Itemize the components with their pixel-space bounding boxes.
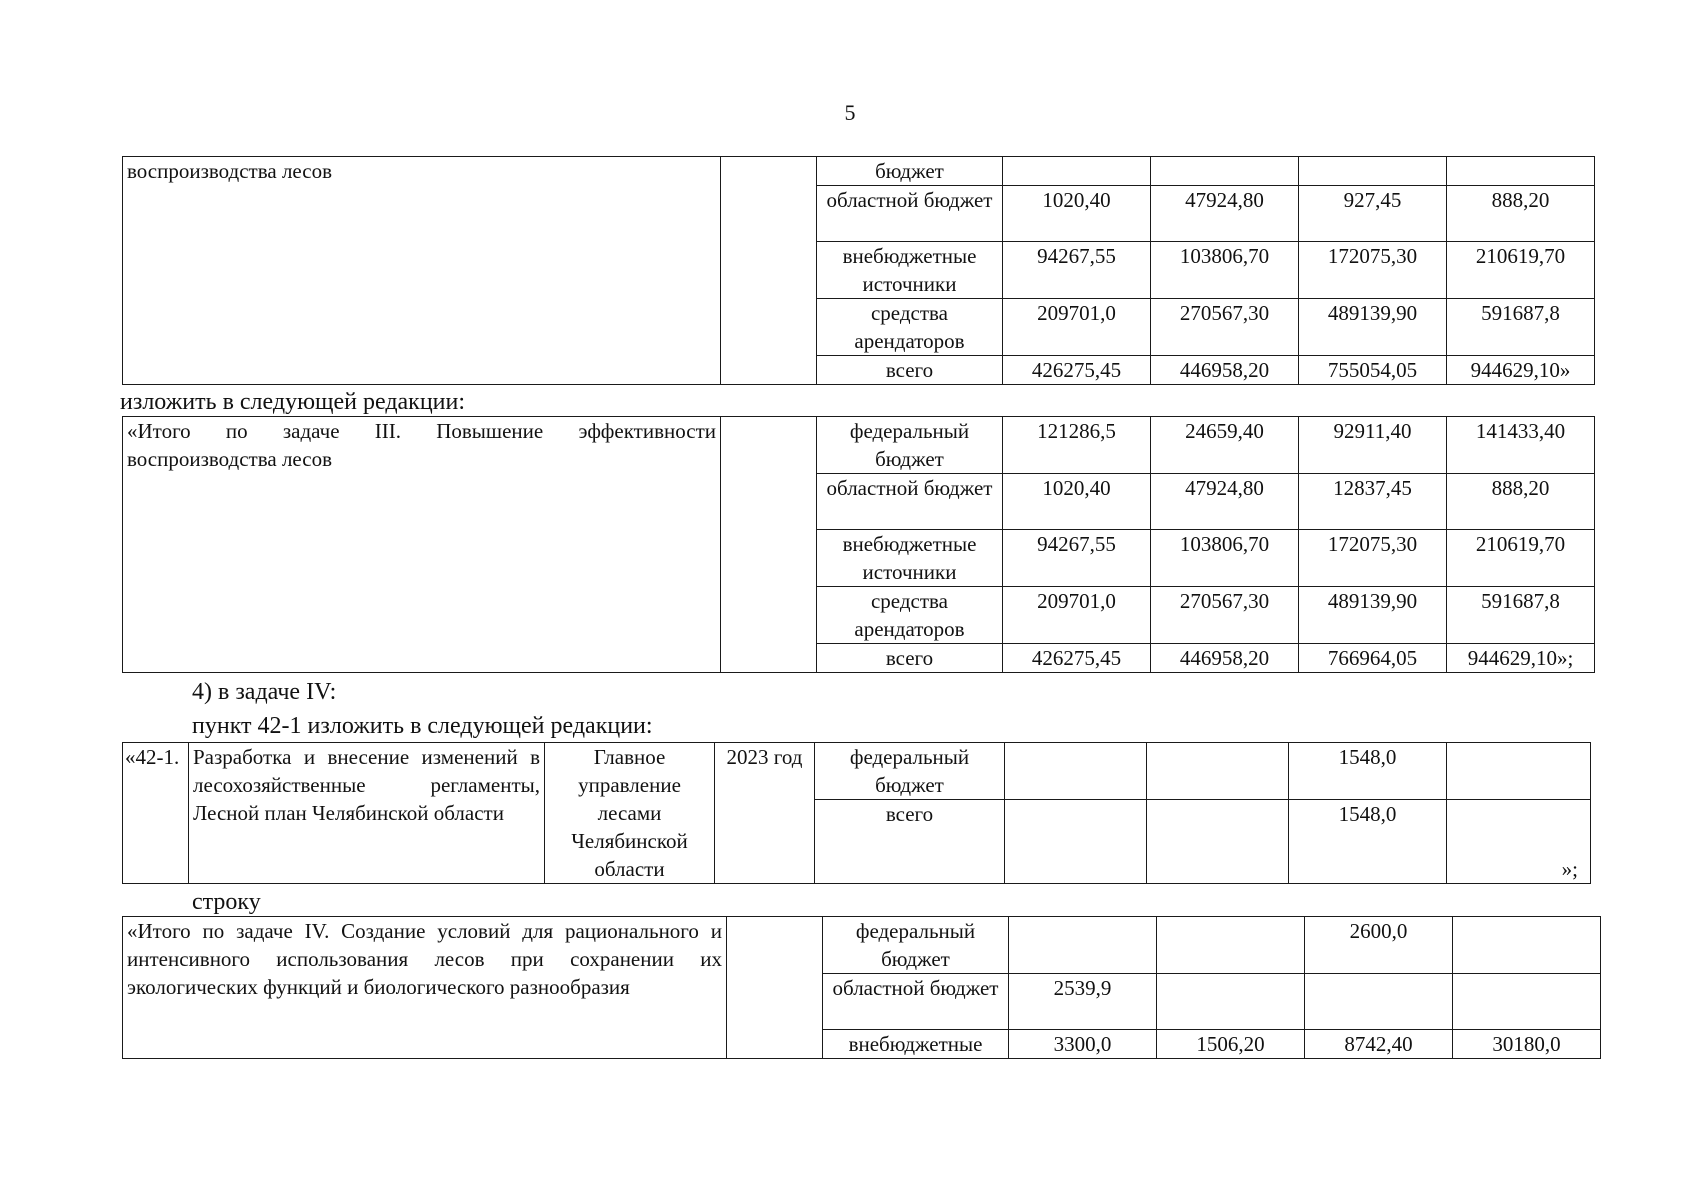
value-cell: 103806,70	[1151, 530, 1299, 587]
value-cell: 927,45	[1299, 186, 1447, 242]
value-cell: 103806,70	[1151, 242, 1299, 299]
value-cell: 270567,30	[1151, 587, 1299, 644]
value-cell: 210619,70	[1447, 242, 1595, 299]
value-cell	[1003, 157, 1151, 186]
value-cell: 426275,45	[1003, 644, 1151, 673]
source-cell: средства арендаторов	[817, 299, 1003, 356]
row-title: воспроизводства лесов	[123, 157, 721, 385]
empty-cell	[721, 417, 817, 673]
value-cell: 489139,90	[1299, 299, 1447, 356]
value-cell	[1157, 917, 1305, 974]
source-cell: внебюджетные источники	[817, 242, 1003, 299]
value-cell: 1548,0	[1289, 800, 1447, 884]
value-cell	[1453, 917, 1601, 974]
table-item-42-1	[122, 742, 1591, 884]
value-cell	[1453, 974, 1601, 1030]
item-executor: Главное управление лесами Челябинской области	[545, 743, 715, 884]
value-cell: 209701,0	[1003, 299, 1151, 356]
source-cell: областной бюджет	[817, 186, 1003, 242]
value-cell: 755054,05	[1299, 356, 1447, 385]
value-cell: 888,20	[1447, 186, 1595, 242]
table-task4	[122, 916, 1601, 1059]
value-cell: 888,20	[1447, 474, 1595, 530]
value-cell: 121286,5	[1003, 417, 1151, 474]
value-cell: 172075,30	[1299, 530, 1447, 587]
empty-cell	[727, 917, 823, 1059]
value-cell: 172075,30	[1299, 242, 1447, 299]
value-cell: 446958,20	[1151, 356, 1299, 385]
value-cell	[1157, 974, 1305, 1030]
source-cell: федеральный бюджет	[823, 917, 1009, 974]
value-cell: 1020,40	[1003, 474, 1151, 530]
source-cell: федеральный бюджет	[815, 743, 1005, 800]
row-title: «Итого по задаче IV. Создание условий для рационального и интенсивного использования лесов при сохранении их экологических функций и биологического разнообразия	[123, 917, 727, 1059]
value-cell: 12837,45	[1299, 474, 1447, 530]
value-cell: 270567,30	[1151, 299, 1299, 356]
value-cell: 141433,40	[1447, 417, 1595, 474]
value-cell: 92911,40	[1299, 417, 1447, 474]
value-cell: 944629,10»;	[1447, 644, 1595, 673]
table-task3-new	[122, 416, 1595, 673]
value-cell	[1005, 800, 1147, 884]
value-cell	[1305, 974, 1453, 1030]
source-cell: средства арендаторов	[817, 587, 1003, 644]
value-cell: 47924,80	[1151, 474, 1299, 530]
source-cell: всего	[817, 644, 1003, 673]
value-cell: 591687,8	[1447, 299, 1595, 356]
source-cell: федеральный бюджет	[817, 417, 1003, 474]
value-cell: 944629,10»	[1447, 356, 1595, 385]
source-cell: внебюджетные источники	[817, 530, 1003, 587]
value-cell: 30180,0	[1453, 1030, 1601, 1059]
value-cell	[1005, 743, 1147, 800]
value-cell: 426275,45	[1003, 356, 1151, 385]
item-name: Разработка и внесение изменений в лесохозяйственные регламенты, Лесной план Челябинской области	[189, 743, 545, 884]
source-cell: областной бюджет	[817, 474, 1003, 530]
value-cell: 47924,80	[1151, 186, 1299, 242]
source-cell: бюджет	[817, 157, 1003, 186]
value-cell: 24659,40	[1151, 417, 1299, 474]
value-cell	[1299, 157, 1447, 186]
value-cell: 2539,9	[1009, 974, 1157, 1030]
value-cell: 489139,90	[1299, 587, 1447, 644]
value-cell: 209701,0	[1003, 587, 1151, 644]
value-cell	[1447, 800, 1591, 884]
value-cell: 94267,55	[1003, 242, 1151, 299]
page-number: 5	[844, 100, 856, 125]
paragraph-row: строку	[192, 889, 261, 915]
value-cell: 94267,55	[1003, 530, 1151, 587]
source-cell: внебюджетные	[823, 1030, 1009, 1059]
item-year: 2023 год	[715, 743, 815, 884]
value-cell	[1009, 917, 1157, 974]
value-cell: 1020,40	[1003, 186, 1151, 242]
item-number: «42-1.	[123, 743, 189, 884]
value-cell: 446958,20	[1151, 644, 1299, 673]
value-cell	[1447, 157, 1595, 186]
value-cell	[1147, 800, 1289, 884]
value-cell	[1447, 743, 1591, 800]
value-cell: 591687,8	[1447, 587, 1595, 644]
paragraph-new-edition: изложить в следующей редакции:	[120, 389, 466, 415]
value-cell: 2600,0	[1305, 917, 1453, 974]
source-cell: областной бюджет	[823, 974, 1009, 1030]
table-task3-old	[122, 156, 1595, 385]
value-cell: 3300,0	[1009, 1030, 1157, 1059]
value-cell: 1548,0	[1289, 743, 1447, 800]
closing-quote: »;	[1561, 857, 1578, 881]
value-cell: 766964,05	[1299, 644, 1447, 673]
value-cell: 210619,70	[1447, 530, 1595, 587]
paragraph-task4: 4) в задаче IV:	[192, 679, 337, 705]
row-title: «Итого по задаче III. Повышение эффективности воспроизводства лесов	[123, 417, 721, 673]
value-cell: 1506,20	[1157, 1030, 1305, 1059]
value-cell	[1151, 157, 1299, 186]
value-cell	[1147, 743, 1289, 800]
empty-cell	[721, 157, 817, 385]
value-cell: 8742,40	[1305, 1030, 1453, 1059]
paragraph-item-42-1: пункт 42-1 изложить в следующей редакции:	[192, 713, 653, 739]
source-cell: всего	[815, 800, 1005, 884]
source-cell: всего	[817, 356, 1003, 385]
